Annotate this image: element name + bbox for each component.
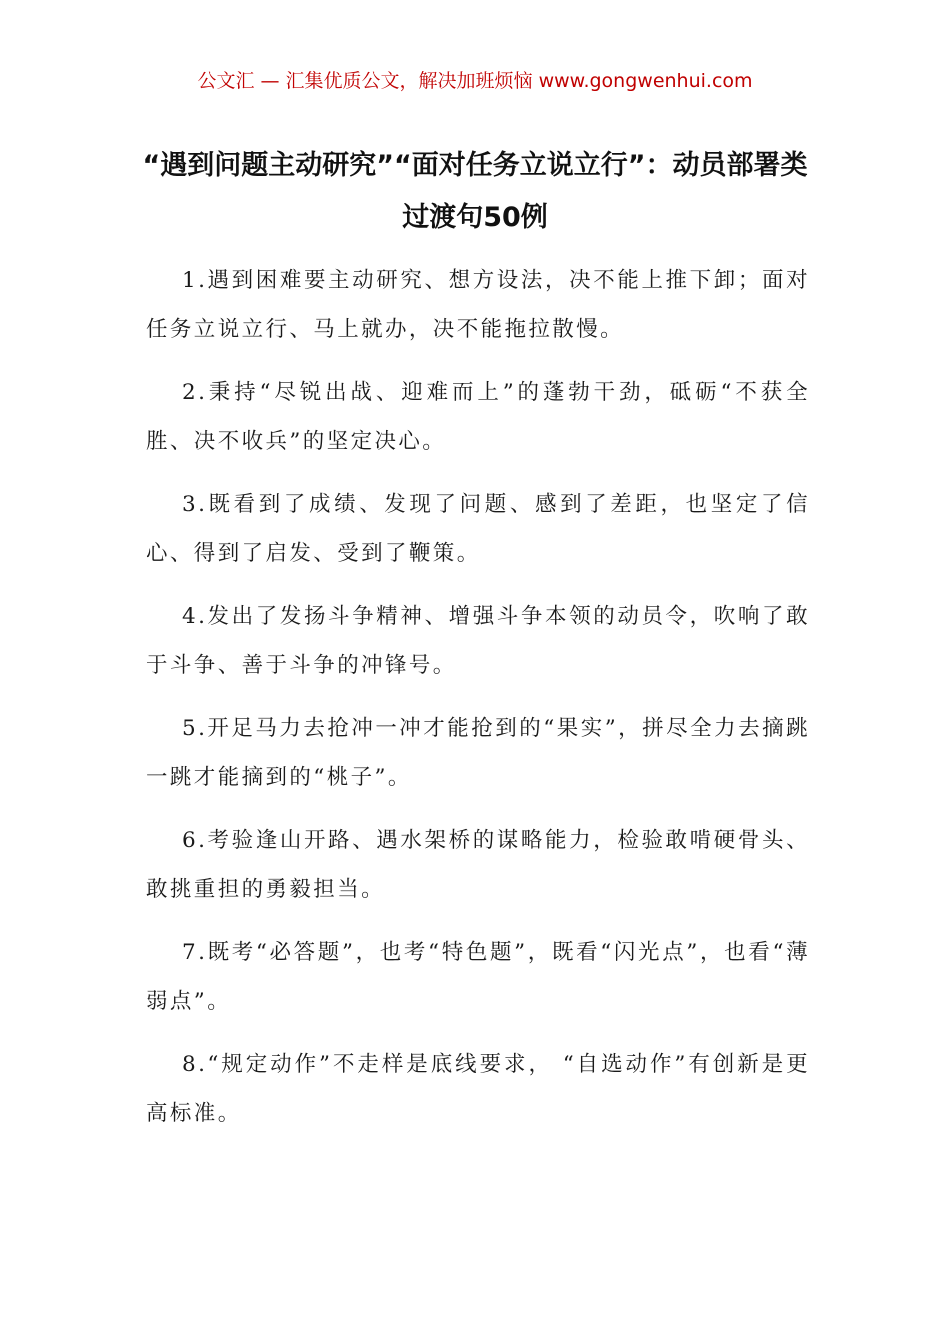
list-item: 6.考验逢山开路、遇水架桥的谋略能力，检验敢啃硬骨头、敢挑重担的勇毅担当。 [146, 828, 810, 902]
list-item: 2.秉持“尽锐出战、迎难而上”的蓬勃干劲，砥砺“不获全胜、决不收兵”的坚定决心。 [146, 380, 810, 454]
list-item: 4.发出了发扬斗争精神、增强斗争本领的动员令，吹响了敢于斗争、善于斗争的冲锋号。 [146, 604, 810, 678]
transition-sentence-list [146, 256, 810, 1152]
document-title: “遇到问题主动研究”“面对任务立说立行”：动员部署类过渡句50例 [142, 150, 808, 233]
list-item: 1.遇到困难要主动研究、想方设法，决不能上推下卸；面对任务立说立行、马上就办，决不能拖拉散慢。 [146, 268, 810, 342]
list-item: 7.既考“必答题”，也考“特色题”，既看“闪光点”，也看“薄弱点”。 [146, 940, 810, 1014]
list-item: 8.“规定动作”不走样是底线要求， “自选动作”有创新是更高标准。 [146, 1052, 810, 1126]
list-item: 5.开足马力去抢冲一冲才能抢到的“果实”，拼尽全力去摘跳一跳才能摘到的“桃子”。 [146, 716, 810, 790]
site-banner: 公文汇 — 汇集优质公文，解决加班烦恼 www.gongwenhui.com [197, 70, 753, 92]
list-item: 3.既看到了成绩、发现了问题、感到了差距，也坚定了信心、得到了启发、受到了鞭策。 [146, 492, 810, 566]
